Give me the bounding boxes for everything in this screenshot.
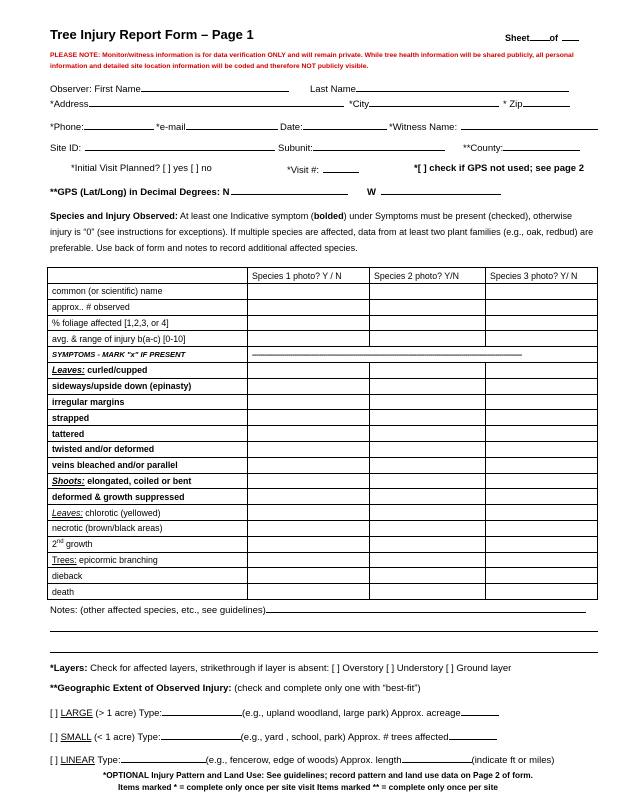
geo-large-row[interactable] bbox=[50, 706, 499, 719]
data-cell[interactable] bbox=[370, 299, 486, 315]
table-row bbox=[48, 473, 598, 489]
data-cell[interactable] bbox=[486, 299, 598, 315]
phone-row bbox=[50, 120, 154, 133]
data-cell[interactable] bbox=[370, 489, 486, 505]
data-cell[interactable] bbox=[370, 552, 486, 568]
data-cell[interactable] bbox=[370, 536, 486, 552]
witness-row bbox=[389, 120, 598, 133]
row-label: common (or scientific) name bbox=[48, 284, 248, 300]
zip-field[interactable] bbox=[523, 97, 570, 107]
data-cell[interactable] bbox=[370, 315, 486, 331]
city-label: *City bbox=[349, 99, 370, 110]
geo-linear-row[interactable] bbox=[50, 753, 554, 766]
row-label: sideways/upside down (epinasty) bbox=[48, 378, 248, 394]
of-label: of bbox=[549, 33, 559, 43]
geo-extent-heading-row bbox=[50, 683, 421, 694]
geo-extent-heading: **Geographic Extent of Observed Injury: bbox=[50, 683, 232, 694]
address-row bbox=[50, 97, 344, 110]
address-field[interactable] bbox=[89, 97, 344, 107]
table-row bbox=[48, 536, 598, 552]
table-row bbox=[48, 299, 598, 315]
notes-field-1[interactable] bbox=[266, 603, 586, 613]
subunit-row bbox=[278, 141, 445, 154]
data-cell[interactable] bbox=[370, 394, 486, 410]
last-name-row bbox=[310, 82, 569, 95]
data-cell[interactable] bbox=[248, 568, 370, 584]
data-cell[interactable] bbox=[370, 441, 486, 457]
large-example: (e.g., upland woodland, large park) Approx. acreage bbox=[242, 708, 461, 719]
data-cell[interactable] bbox=[486, 505, 598, 521]
species-2-header: Species 2 photo? Y/N bbox=[370, 268, 486, 284]
data-cell[interactable] bbox=[486, 394, 598, 410]
email-row bbox=[156, 120, 278, 133]
date-field[interactable] bbox=[303, 120, 387, 130]
linear-example: (e.g., fencerow, edge of woods) Approx. length bbox=[205, 755, 402, 766]
subunit-field[interactable] bbox=[313, 141, 445, 151]
zip-row bbox=[503, 97, 570, 110]
gps-label: **GPS (Lat/Long) in Decimal Degrees: N bbox=[50, 187, 230, 198]
data-cell[interactable] bbox=[486, 426, 598, 442]
data-cell[interactable] bbox=[486, 331, 598, 347]
data-cell[interactable] bbox=[370, 426, 486, 442]
large-type-field[interactable] bbox=[162, 706, 242, 716]
data-cell[interactable] bbox=[248, 284, 370, 300]
linear-type-field[interactable] bbox=[121, 753, 206, 763]
row-label: deformed & growth suppressed bbox=[48, 489, 248, 505]
row-label: approx.. # observed bbox=[48, 299, 248, 315]
table-row bbox=[48, 568, 598, 584]
email-label: *e-mail bbox=[156, 122, 186, 133]
form-title: Tree Injury Report Form – Page 1 bbox=[50, 27, 254, 42]
elongated-label: elongated, coiled or bent bbox=[84, 475, 192, 486]
gps-w-row bbox=[367, 185, 501, 198]
sheet-total-field[interactable] bbox=[562, 31, 579, 41]
shoots-section-label: Shoots: bbox=[52, 475, 85, 486]
row-label: death bbox=[48, 584, 248, 600]
large-label: LARGE bbox=[60, 708, 93, 719]
large-acreage-field[interactable] bbox=[461, 706, 499, 716]
small-type-field[interactable] bbox=[161, 730, 241, 740]
trees-section-label: Trees: bbox=[52, 554, 77, 565]
data-cell[interactable] bbox=[370, 457, 486, 473]
data-cell[interactable] bbox=[486, 441, 598, 457]
table-row bbox=[48, 441, 598, 457]
symptoms-divider: ------------------------------------------------------------------------------------------------------------------------------------- bbox=[248, 347, 598, 363]
city-row bbox=[349, 97, 499, 110]
date-row bbox=[280, 120, 387, 133]
linear-type-label: Type: bbox=[94, 755, 121, 766]
epicormic-label: epicormic branching bbox=[76, 554, 158, 565]
species-1-header: Species 1 photo? Y / N bbox=[248, 268, 370, 284]
chlorotic-label: chlorotic (yellowed) bbox=[82, 507, 161, 518]
data-cell[interactable] bbox=[248, 473, 370, 489]
data-cell[interactable] bbox=[248, 331, 370, 347]
small-label: SMALL bbox=[60, 732, 92, 743]
data-cell[interactable] bbox=[370, 473, 486, 489]
zip-label: * Zip bbox=[503, 99, 523, 110]
data-cell[interactable] bbox=[248, 362, 370, 378]
second-growth-suffix: nd bbox=[56, 539, 64, 546]
gps-w-label: W bbox=[367, 187, 376, 198]
row-label bbox=[48, 362, 248, 378]
address-label: *Address bbox=[50, 99, 89, 110]
layers-heading: *Layers: bbox=[50, 663, 88, 674]
row-label: twisted and/or deformed bbox=[48, 441, 248, 457]
data-cell[interactable] bbox=[370, 568, 486, 584]
data-cell[interactable] bbox=[248, 394, 370, 410]
curled-label: curled/cupped bbox=[84, 365, 148, 376]
table-row bbox=[48, 457, 598, 473]
data-cell[interactable] bbox=[248, 552, 370, 568]
data-cell[interactable] bbox=[370, 505, 486, 521]
leaves-section-label-2: Leaves: bbox=[52, 507, 83, 518]
city-field[interactable] bbox=[369, 97, 499, 107]
data-cell[interactable] bbox=[248, 489, 370, 505]
subunit-label: Subunit: bbox=[278, 143, 313, 154]
data-cell[interactable] bbox=[486, 284, 598, 300]
table-row bbox=[48, 489, 598, 505]
second-growth-number: 2 bbox=[52, 539, 57, 550]
data-cell[interactable] bbox=[486, 552, 598, 568]
small-trees-field[interactable] bbox=[449, 730, 497, 740]
leaves-section-label: Leaves: bbox=[52, 365, 85, 376]
small-example: (e.g., yard , school, park) Approx. # trees affected bbox=[240, 732, 449, 743]
site-id-row bbox=[50, 141, 275, 154]
data-cell[interactable] bbox=[486, 378, 598, 394]
visit-number-row bbox=[287, 163, 359, 176]
table-row bbox=[48, 378, 598, 394]
visit-number-field[interactable] bbox=[323, 163, 359, 173]
row-label bbox=[48, 536, 248, 552]
table-header-row bbox=[48, 268, 598, 284]
data-cell[interactable] bbox=[248, 536, 370, 552]
large-type-label: (> 1 acre) Type: bbox=[92, 708, 163, 719]
species-intro-text-2: ) under Symptoms must be present (checked), otherwise injury is “0” (see instructions for exceptions). If multiple species are affected, data from at least two plant families (e.g., oak, redbud) are preferable. Use back of form and notes to record additional affected species. bbox=[50, 211, 594, 253]
data-cell[interactable] bbox=[486, 410, 598, 426]
row-label: veins bleached and/or parallel bbox=[48, 457, 248, 473]
data-cell[interactable] bbox=[248, 378, 370, 394]
gps-n-field[interactable] bbox=[231, 185, 348, 195]
email-field[interactable] bbox=[186, 120, 278, 130]
county-label: **County: bbox=[463, 143, 504, 154]
data-cell[interactable] bbox=[370, 520, 486, 536]
sheet-label: Sheet bbox=[505, 33, 530, 43]
species-intro-heading: Species and Injury Observed: bbox=[50, 211, 178, 221]
large-checkbox[interactable]: [ ] bbox=[50, 708, 61, 719]
small-type-label: (< 1 acre) Type: bbox=[91, 732, 161, 743]
site-id-label: Site ID: bbox=[50, 143, 82, 154]
row-label: % foliage affected [1,2,3, or 4] bbox=[48, 315, 248, 331]
table-row bbox=[48, 331, 598, 347]
layers-options: Check for affected layers, strikethrough if layer is absent: [ ] Overstory [ ] Understory [ ] Ground layer bbox=[87, 663, 512, 674]
data-cell[interactable] bbox=[248, 426, 370, 442]
data-cell[interactable] bbox=[486, 536, 598, 552]
data-cell[interactable] bbox=[248, 315, 370, 331]
date-label: Date: bbox=[280, 122, 303, 133]
notes-field-2[interactable] bbox=[50, 631, 598, 632]
geo-extent-instructions: (check and complete only one with “best-fit”) bbox=[231, 683, 421, 694]
table-row bbox=[48, 552, 598, 568]
observer-first-name-row bbox=[50, 82, 289, 95]
data-cell[interactable] bbox=[248, 584, 370, 600]
linear-length-field[interactable] bbox=[402, 753, 472, 763]
row-label: strapped bbox=[48, 410, 248, 426]
species-intro-bolded: bolded bbox=[313, 211, 344, 221]
linear-unit-hint: (indicate ft or miles) bbox=[471, 755, 555, 766]
data-cell[interactable] bbox=[248, 410, 370, 426]
data-cell[interactable] bbox=[370, 410, 486, 426]
notes-field-3[interactable] bbox=[50, 652, 598, 653]
table-row bbox=[48, 410, 598, 426]
privacy-note: PLEASE NOTE: Monitor/witness information is for data verification ONLY and will remain private. While tree health information will be shared publicly, all personal information and detailed site location information will be coded and therefore NOT publicly visible. bbox=[50, 52, 574, 70]
table-corner-cell bbox=[48, 268, 248, 284]
visit-number-label: *Visit #: bbox=[287, 165, 320, 176]
table-row bbox=[48, 505, 598, 521]
sheet-counter bbox=[505, 31, 579, 43]
witness-field[interactable] bbox=[461, 120, 598, 130]
items-legend: Items marked * = complete only once per site visit Items marked ** = complete only once per site bbox=[118, 782, 498, 792]
notes-row bbox=[50, 603, 586, 616]
data-cell[interactable] bbox=[370, 331, 486, 347]
data-cell[interactable] bbox=[486, 520, 598, 536]
data-cell[interactable] bbox=[486, 457, 598, 473]
data-cell[interactable] bbox=[370, 584, 486, 600]
data-cell[interactable] bbox=[370, 362, 486, 378]
county-row bbox=[463, 141, 580, 154]
species-3-header: Species 3 photo? Y/ N bbox=[486, 268, 598, 284]
gps-w-field[interactable] bbox=[381, 185, 501, 195]
table-row bbox=[48, 284, 598, 300]
row-label bbox=[48, 473, 248, 489]
data-cell[interactable] bbox=[248, 505, 370, 521]
row-label bbox=[48, 552, 248, 568]
visit-planned[interactable]: *Initial Visit Planned? [ ] yes [ ] no bbox=[71, 163, 212, 174]
witness-label: *Witness Name: bbox=[389, 122, 458, 133]
data-cell[interactable] bbox=[486, 473, 598, 489]
layers-row[interactable] bbox=[50, 663, 511, 674]
phone-label: *Phone: bbox=[50, 122, 84, 133]
data-cell[interactable] bbox=[248, 441, 370, 457]
data-cell[interactable] bbox=[370, 284, 486, 300]
county-field[interactable] bbox=[503, 141, 580, 151]
small-checkbox[interactable]: [ ] bbox=[50, 732, 61, 743]
data-cell[interactable] bbox=[486, 489, 598, 505]
first-name-field[interactable] bbox=[141, 82, 289, 92]
geo-small-row[interactable] bbox=[50, 730, 497, 743]
species-instructions bbox=[50, 208, 595, 256]
notes-label: Notes: (other affected species, etc., see guidelines) bbox=[50, 605, 266, 616]
row-label: necrotic (brown/black areas) bbox=[48, 520, 248, 536]
linear-label: LINEAR bbox=[60, 755, 95, 766]
row-label: avg. & range of injury b(a-c) [0-10] bbox=[48, 331, 248, 347]
table-row bbox=[48, 315, 598, 331]
optional-note: *OPTIONAL Injury Pattern and Land Use: See guidelines; record pattern and land use data on Page 2 of form. bbox=[103, 770, 533, 780]
linear-checkbox[interactable]: [ ] bbox=[50, 755, 61, 766]
row-label: irregular margins bbox=[48, 394, 248, 410]
first-name-label: Observer: First Name bbox=[50, 84, 141, 95]
gps-row bbox=[50, 185, 348, 198]
table-row bbox=[48, 426, 598, 442]
phone-field[interactable] bbox=[84, 120, 154, 130]
table-row bbox=[48, 394, 598, 410]
species-injury-table bbox=[47, 267, 598, 600]
last-name-field[interactable] bbox=[356, 82, 569, 92]
second-growth-label: growth bbox=[63, 539, 93, 550]
table-row bbox=[48, 362, 598, 378]
row-label bbox=[48, 505, 248, 521]
symptoms-header-row bbox=[48, 347, 598, 363]
sheet-number-field[interactable] bbox=[530, 31, 550, 41]
last-name-label: Last Name bbox=[310, 84, 356, 95]
data-cell[interactable] bbox=[248, 520, 370, 536]
data-cell[interactable] bbox=[486, 362, 598, 378]
site-id-field[interactable] bbox=[85, 141, 275, 151]
data-cell[interactable] bbox=[486, 315, 598, 331]
gps-not-used-checkbox[interactable]: *[ ] check if GPS not used; see page 2 bbox=[414, 163, 584, 174]
symptoms-header: SYMPTOMS - MARK "x" IF PRESENT bbox=[48, 347, 248, 363]
data-cell[interactable] bbox=[370, 378, 486, 394]
row-label: tattered bbox=[48, 426, 248, 442]
table-row bbox=[48, 584, 598, 600]
data-cell[interactable] bbox=[248, 299, 370, 315]
row-label: dieback bbox=[48, 568, 248, 584]
table-row bbox=[48, 520, 598, 536]
data-cell[interactable] bbox=[486, 584, 598, 600]
data-cell[interactable] bbox=[248, 457, 370, 473]
data-cell[interactable] bbox=[486, 568, 598, 584]
species-intro-text-1: At least one Indicative symptom ( bbox=[177, 211, 314, 221]
